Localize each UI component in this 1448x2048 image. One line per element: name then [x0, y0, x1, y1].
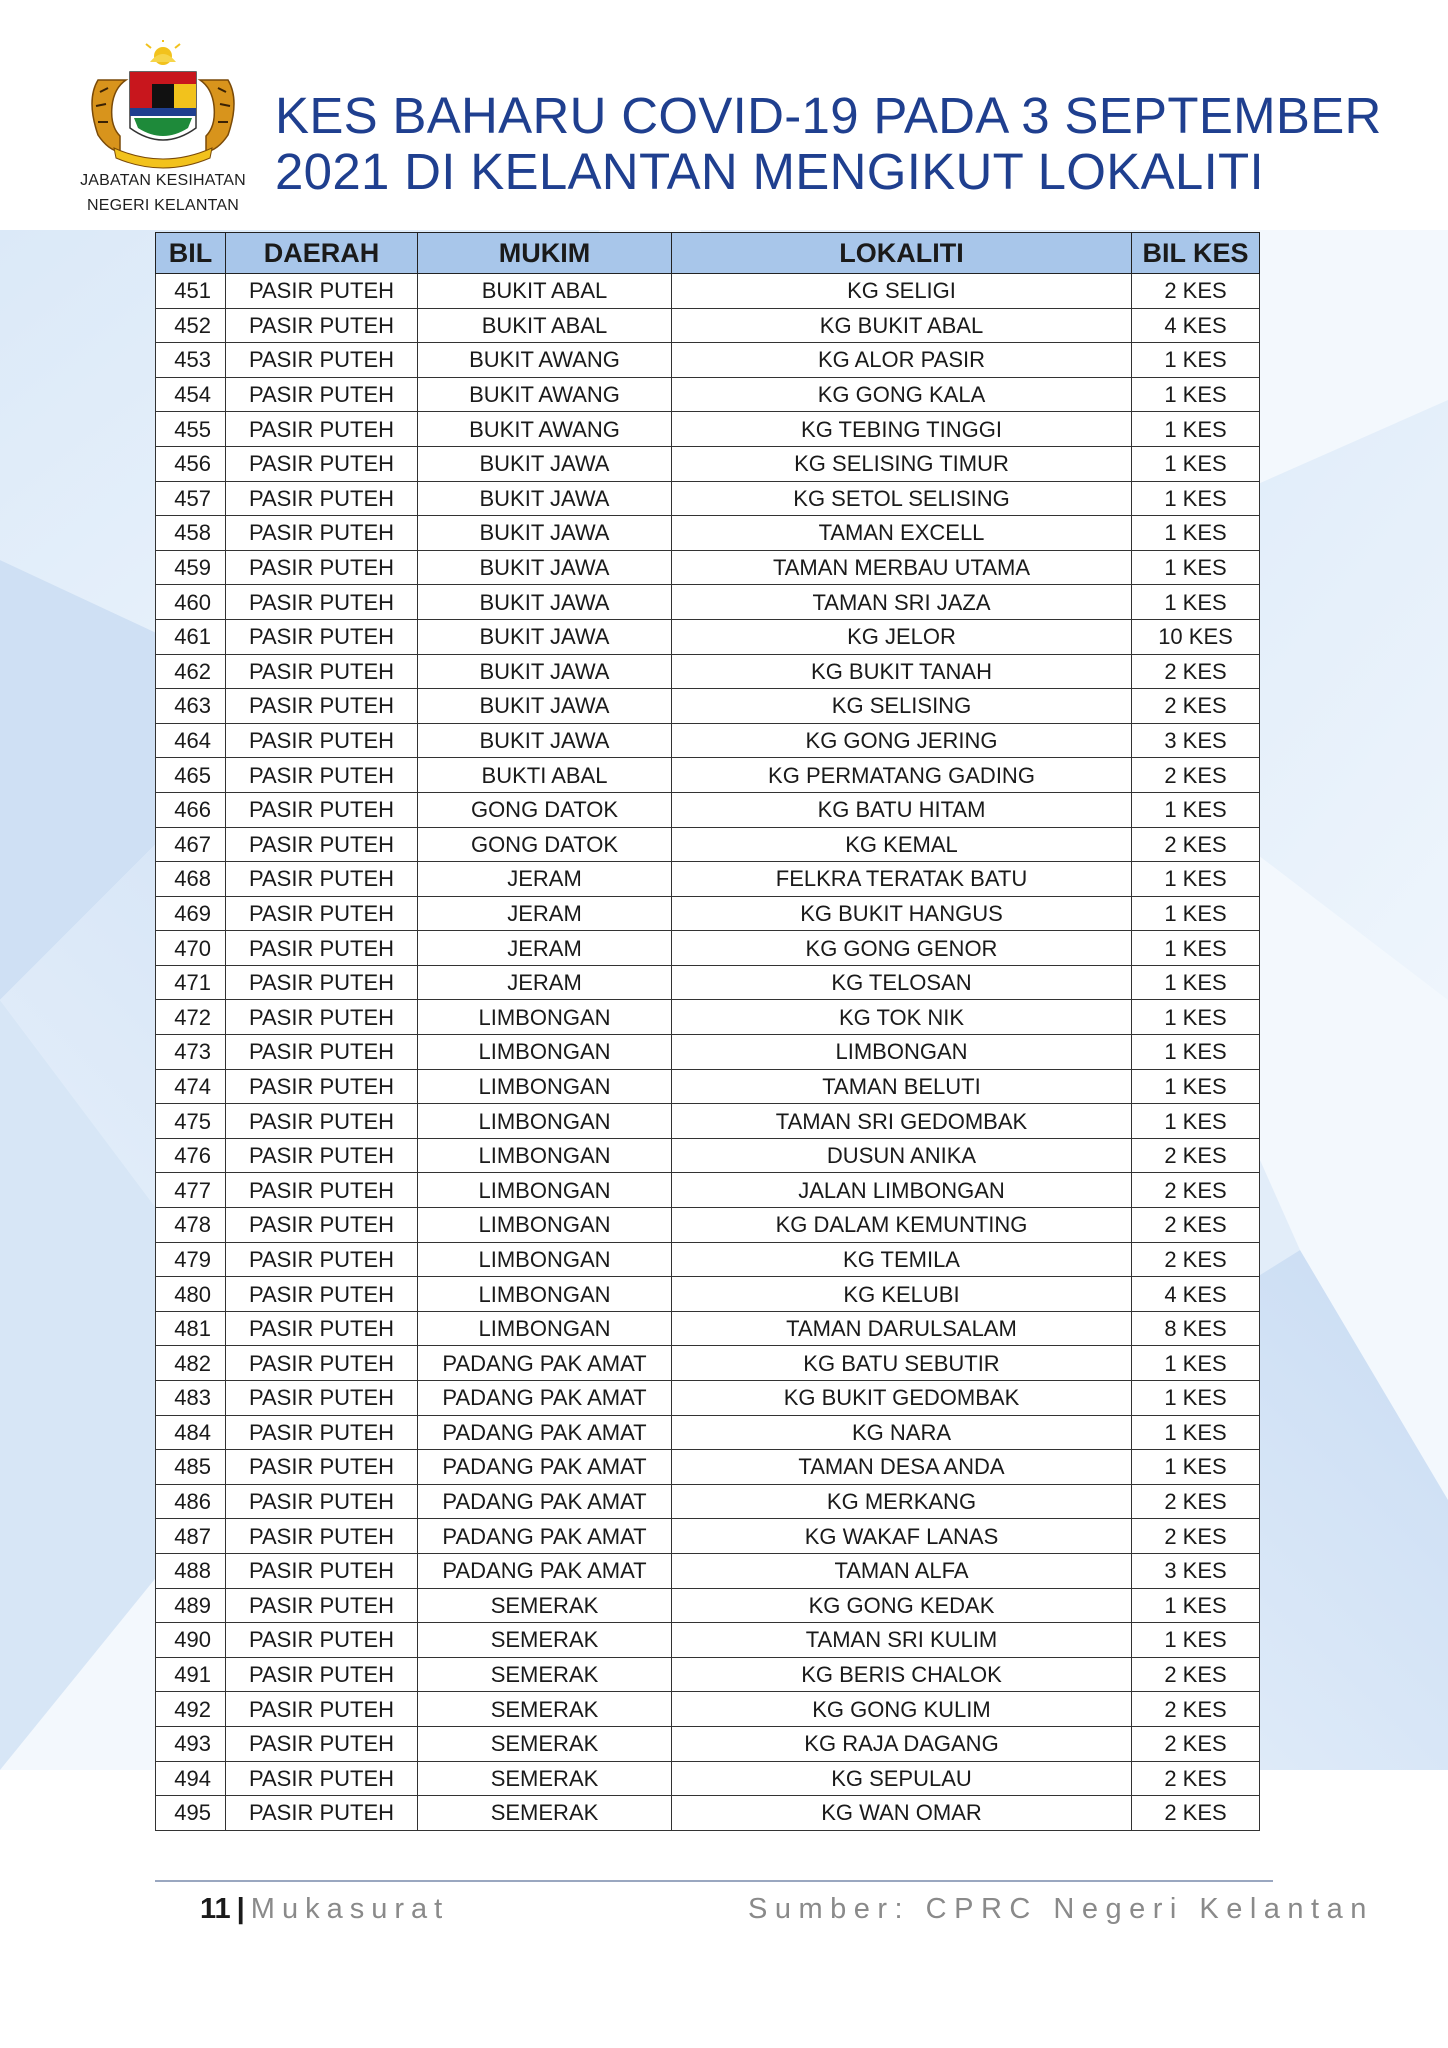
- cell-daerah: PASIR PUTEH: [226, 1796, 418, 1831]
- cell-bil-kes: 1 KES: [1132, 377, 1260, 412]
- cell-daerah: PASIR PUTEH: [226, 1519, 418, 1554]
- table-row: [156, 377, 1260, 412]
- cell-daerah: PASIR PUTEH: [226, 1346, 418, 1381]
- cell-bil-kes: 1 KES: [1132, 585, 1260, 620]
- cell-bil: 458: [156, 516, 226, 551]
- cell-lokaliti: TAMAN MERBAU UTAMA: [672, 550, 1132, 585]
- cell-bil-kes: 1 KES: [1132, 1104, 1260, 1139]
- cell-bil: 479: [156, 1242, 226, 1277]
- column-header-bil: BIL: [156, 233, 226, 274]
- cell-bil: 463: [156, 689, 226, 724]
- table-row: [156, 1588, 1260, 1623]
- table-row: [156, 931, 1260, 966]
- cell-bil: 473: [156, 1035, 226, 1070]
- cell-mukim: SEMERAK: [418, 1657, 672, 1692]
- table-row: [156, 1035, 1260, 1070]
- cell-daerah: PASIR PUTEH: [226, 965, 418, 1000]
- table-row: [156, 585, 1260, 620]
- cell-bil: 468: [156, 862, 226, 897]
- table-row: [156, 343, 1260, 378]
- cell-bil: 464: [156, 723, 226, 758]
- cell-daerah: PASIR PUTEH: [226, 274, 418, 309]
- table-row: [156, 689, 1260, 724]
- cell-bil: 470: [156, 931, 226, 966]
- table-row: [156, 619, 1260, 654]
- cell-lokaliti: TAMAN SRI KULIM: [672, 1623, 1132, 1658]
- cell-daerah: PASIR PUTEH: [226, 896, 418, 931]
- cell-bil: 489: [156, 1588, 226, 1623]
- table-row: [156, 1346, 1260, 1381]
- cell-mukim: BUKIT JAWA: [418, 481, 672, 516]
- cell-bil: 486: [156, 1484, 226, 1519]
- cell-daerah: PASIR PUTEH: [226, 931, 418, 966]
- cell-lokaliti: KG ALOR PASIR: [672, 343, 1132, 378]
- table-row: [156, 1000, 1260, 1035]
- column-header-lokaliti: LOKALITI: [672, 233, 1132, 274]
- cell-bil: 477: [156, 1173, 226, 1208]
- cell-bil: 457: [156, 481, 226, 516]
- cell-bil: 472: [156, 1000, 226, 1035]
- cell-mukim: LIMBONGAN: [418, 1173, 672, 1208]
- cell-mukim: PADANG PAK AMAT: [418, 1346, 672, 1381]
- cell-mukim: SEMERAK: [418, 1761, 672, 1796]
- cell-daerah: PASIR PUTEH: [226, 1726, 418, 1761]
- table-row: [156, 1761, 1260, 1796]
- table-row: [156, 446, 1260, 481]
- cell-lokaliti: KG GONG GENOR: [672, 931, 1132, 966]
- cell-mukim: LIMBONGAN: [418, 1000, 672, 1035]
- cell-bil: 487: [156, 1519, 226, 1554]
- cell-lokaliti: TAMAN SRI JAZA: [672, 585, 1132, 620]
- cell-lokaliti: TAMAN DARULSALAM: [672, 1311, 1132, 1346]
- cell-daerah: PASIR PUTEH: [226, 343, 418, 378]
- cell-lokaliti: KG WAN OMAR: [672, 1796, 1132, 1831]
- cell-bil: 471: [156, 965, 226, 1000]
- cell-daerah: PASIR PUTEH: [226, 1311, 418, 1346]
- table-body: [156, 274, 1260, 1831]
- page-title-line1: KES BAHARU COVID-19 PADA 3 SEPTEMBER: [275, 87, 1382, 144]
- column-header-bil-kes: BIL KES: [1132, 233, 1260, 274]
- cell-lokaliti: KG SELIGI: [672, 274, 1132, 309]
- cell-mukim: LIMBONGAN: [418, 1277, 672, 1312]
- table-row: [156, 1069, 1260, 1104]
- cell-bil: 490: [156, 1623, 226, 1658]
- column-header-daerah: DAERAH: [226, 233, 418, 274]
- cell-bil: 483: [156, 1381, 226, 1416]
- cell-daerah: PASIR PUTEH: [226, 1242, 418, 1277]
- cell-lokaliti: KG MERKANG: [672, 1484, 1132, 1519]
- table-row: [156, 1657, 1260, 1692]
- table-row: [156, 862, 1260, 897]
- cell-bil-kes: 1 KES: [1132, 481, 1260, 516]
- cell-daerah: PASIR PUTEH: [226, 1000, 418, 1035]
- cell-lokaliti: KG BERIS CHALOK: [672, 1657, 1132, 1692]
- cell-bil-kes: 2 KES: [1132, 1484, 1260, 1519]
- cell-bil-kes: 2 KES: [1132, 1208, 1260, 1243]
- cell-bil-kes: 2 KES: [1132, 1657, 1260, 1692]
- table-row: [156, 1138, 1260, 1173]
- table-row: [156, 723, 1260, 758]
- cell-bil-kes: 1 KES: [1132, 516, 1260, 551]
- footer-page-label: [200, 1893, 449, 1926]
- cell-mukim: BUKIT JAWA: [418, 585, 672, 620]
- cell-lokaliti: KG GONG KULIM: [672, 1692, 1132, 1727]
- cell-bil-kes: 1 KES: [1132, 862, 1260, 897]
- cell-lokaliti: KG DALAM KEMUNTING: [672, 1208, 1132, 1243]
- cell-daerah: PASIR PUTEH: [226, 1484, 418, 1519]
- cell-lokaliti: KG GONG KALA: [672, 377, 1132, 412]
- cell-bil: 453: [156, 343, 226, 378]
- cell-bil: 482: [156, 1346, 226, 1381]
- cell-daerah: PASIR PUTEH: [226, 1657, 418, 1692]
- table-row: [156, 1450, 1260, 1485]
- cell-mukim: JERAM: [418, 896, 672, 931]
- cell-lokaliti: KG JELOR: [672, 619, 1132, 654]
- cell-bil-kes: 3 KES: [1132, 723, 1260, 758]
- cell-mukim: BUKIT ABAL: [418, 274, 672, 309]
- cell-bil: 494: [156, 1761, 226, 1796]
- cell-bil-kes: 8 KES: [1132, 1311, 1260, 1346]
- cell-mukim: SEMERAK: [418, 1796, 672, 1831]
- cell-mukim: BUKIT JAWA: [418, 619, 672, 654]
- cell-mukim: PADANG PAK AMAT: [418, 1553, 672, 1588]
- cell-lokaliti: TAMAN ALFA: [672, 1553, 1132, 1588]
- cell-lokaliti: KG PERMATANG GADING: [672, 758, 1132, 793]
- cell-daerah: PASIR PUTEH: [226, 1277, 418, 1312]
- table-row: [156, 827, 1260, 862]
- table-row: [156, 1692, 1260, 1727]
- cell-bil: 480: [156, 1277, 226, 1312]
- cell-mukim: BUKIT AWANG: [418, 343, 672, 378]
- cell-lokaliti: KG SELISING TIMUR: [672, 446, 1132, 481]
- table-row: [156, 1796, 1260, 1831]
- cell-bil-kes: 1 KES: [1132, 1035, 1260, 1070]
- cell-lokaliti: KG WAKAF LANAS: [672, 1519, 1132, 1554]
- cell-mukim: PADANG PAK AMAT: [418, 1381, 672, 1416]
- footer-divider: [155, 1880, 1273, 1882]
- cell-bil: 454: [156, 377, 226, 412]
- cell-bil-kes: 1 KES: [1132, 1000, 1260, 1035]
- cell-bil: 462: [156, 654, 226, 689]
- cell-mukim: GONG DATOK: [418, 792, 672, 827]
- cell-bil-kes: 2 KES: [1132, 1726, 1260, 1761]
- table-row: [156, 1381, 1260, 1416]
- table-row: [156, 654, 1260, 689]
- cell-bil-kes: 1 KES: [1132, 446, 1260, 481]
- table-row: [156, 1553, 1260, 1588]
- cell-lokaliti: KG BUKIT GEDOMBAK: [672, 1381, 1132, 1416]
- cell-daerah: PASIR PUTEH: [226, 481, 418, 516]
- column-header-mukim: MUKIM: [418, 233, 672, 274]
- cell-mukim: JERAM: [418, 862, 672, 897]
- cell-lokaliti: KG GONG KEDAK: [672, 1588, 1132, 1623]
- cell-bil-kes: 3 KES: [1132, 1553, 1260, 1588]
- cell-daerah: PASIR PUTEH: [226, 1553, 418, 1588]
- cell-lokaliti: TAMAN DESA ANDA: [672, 1450, 1132, 1485]
- cell-mukim: SEMERAK: [418, 1623, 672, 1658]
- cell-bil-kes: 2 KES: [1132, 827, 1260, 862]
- cell-bil: 461: [156, 619, 226, 654]
- cell-lokaliti: KG BATU SEBUTIR: [672, 1346, 1132, 1381]
- cases-table: [155, 232, 1260, 1831]
- cell-bil: 484: [156, 1415, 226, 1450]
- cell-bil-kes: 2 KES: [1132, 758, 1260, 793]
- cell-mukim: BUKIT AWANG: [418, 412, 672, 447]
- cell-bil-kes: 2 KES: [1132, 274, 1260, 309]
- cell-bil: 492: [156, 1692, 226, 1727]
- cell-bil: 478: [156, 1208, 226, 1243]
- cell-daerah: PASIR PUTEH: [226, 1415, 418, 1450]
- cell-daerah: PASIR PUTEH: [226, 1138, 418, 1173]
- page-word: Mukasurat: [250, 1893, 450, 1925]
- cell-daerah: PASIR PUTEH: [226, 792, 418, 827]
- coat-of-arms-logo: [78, 40, 248, 170]
- table-row: [156, 1277, 1260, 1312]
- cell-lokaliti: DUSUN ANIKA: [672, 1138, 1132, 1173]
- footer-separator: |: [236, 1893, 245, 1925]
- cell-bil: 455: [156, 412, 226, 447]
- table-row: [156, 758, 1260, 793]
- cell-lokaliti: LIMBONGAN: [672, 1035, 1132, 1070]
- cell-lokaliti: KG SEPULAU: [672, 1761, 1132, 1796]
- cell-bil-kes: 2 KES: [1132, 1761, 1260, 1796]
- cell-bil-kes: 1 KES: [1132, 1450, 1260, 1485]
- cell-lokaliti: KG KELUBI: [672, 1277, 1132, 1312]
- footer-source: Sumber: CPRC Negeri Kelantan: [748, 1893, 1374, 1925]
- cell-bil: 452: [156, 308, 226, 343]
- cell-bil: 465: [156, 758, 226, 793]
- cell-mukim: BUKIT ABAL: [418, 308, 672, 343]
- cell-bil: 476: [156, 1138, 226, 1173]
- table-row: [156, 412, 1260, 447]
- cell-bil-kes: 1 KES: [1132, 931, 1260, 966]
- cell-bil: 488: [156, 1553, 226, 1588]
- table-row: [156, 1519, 1260, 1554]
- table-row: [156, 1208, 1260, 1243]
- cell-bil-kes: 2 KES: [1132, 689, 1260, 724]
- cell-daerah: PASIR PUTEH: [226, 585, 418, 620]
- cell-daerah: PASIR PUTEH: [226, 862, 418, 897]
- table-row: [156, 550, 1260, 585]
- cell-daerah: PASIR PUTEH: [226, 1623, 418, 1658]
- table-row: [156, 1173, 1260, 1208]
- cell-daerah: PASIR PUTEH: [226, 1035, 418, 1070]
- cell-mukim: LIMBONGAN: [418, 1208, 672, 1243]
- cell-bil: 493: [156, 1726, 226, 1761]
- cell-daerah: PASIR PUTEH: [226, 827, 418, 862]
- table-row: [156, 308, 1260, 343]
- cell-mukim: LIMBONGAN: [418, 1104, 672, 1139]
- table-row: [156, 481, 1260, 516]
- cell-bil: 466: [156, 792, 226, 827]
- cell-lokaliti: KG SELISING: [672, 689, 1132, 724]
- cell-bil-kes: 2 KES: [1132, 1692, 1260, 1727]
- cell-bil-kes: 2 KES: [1132, 1138, 1260, 1173]
- cell-daerah: PASIR PUTEH: [226, 377, 418, 412]
- cell-mukim: BUKIT AWANG: [418, 377, 672, 412]
- cell-lokaliti: TAMAN SRI GEDOMBAK: [672, 1104, 1132, 1139]
- cell-lokaliti: TAMAN EXCELL: [672, 516, 1132, 551]
- table-row: [156, 1623, 1260, 1658]
- cell-bil: 456: [156, 446, 226, 481]
- cell-daerah: PASIR PUTEH: [226, 550, 418, 585]
- table-row: [156, 1484, 1260, 1519]
- table-row: [156, 1726, 1260, 1761]
- cell-bil: 495: [156, 1796, 226, 1831]
- cell-daerah: PASIR PUTEH: [226, 1588, 418, 1623]
- cell-bil: 481: [156, 1311, 226, 1346]
- cell-mukim: SEMERAK: [418, 1588, 672, 1623]
- cell-daerah: PASIR PUTEH: [226, 1069, 418, 1104]
- cell-bil: 485: [156, 1450, 226, 1485]
- cell-daerah: PASIR PUTEH: [226, 758, 418, 793]
- cell-mukim: BUKIT JAWA: [418, 550, 672, 585]
- cell-mukim: LIMBONGAN: [418, 1069, 672, 1104]
- cell-mukim: BUKIT JAWA: [418, 446, 672, 481]
- cell-mukim: SEMERAK: [418, 1692, 672, 1727]
- table-row: [156, 516, 1260, 551]
- cell-daerah: PASIR PUTEH: [226, 308, 418, 343]
- cell-bil-kes: 1 KES: [1132, 1346, 1260, 1381]
- cell-daerah: PASIR PUTEH: [226, 446, 418, 481]
- table-row: [156, 1311, 1260, 1346]
- cell-daerah: PASIR PUTEH: [226, 1450, 418, 1485]
- page-number: 11: [200, 1893, 231, 1925]
- cell-bil-kes: 4 KES: [1132, 308, 1260, 343]
- cell-lokaliti: KG BUKIT ABAL: [672, 308, 1132, 343]
- cell-bil: 474: [156, 1069, 226, 1104]
- cell-bil: 460: [156, 585, 226, 620]
- cell-mukim: BUKTI ABAL: [418, 758, 672, 793]
- cell-daerah: PASIR PUTEH: [226, 689, 418, 724]
- table-row: [156, 1242, 1260, 1277]
- cell-mukim: BUKIT JAWA: [418, 516, 672, 551]
- cell-bil: 451: [156, 274, 226, 309]
- cell-bil-kes: 1 KES: [1132, 1415, 1260, 1450]
- cell-mukim: PADANG PAK AMAT: [418, 1519, 672, 1554]
- cell-mukim: PADANG PAK AMAT: [418, 1450, 672, 1485]
- cell-bil-kes: 1 KES: [1132, 1381, 1260, 1416]
- cell-mukim: LIMBONGAN: [418, 1242, 672, 1277]
- cell-daerah: PASIR PUTEH: [226, 1208, 418, 1243]
- cell-bil-kes: 2 KES: [1132, 1519, 1260, 1554]
- cell-mukim: SEMERAK: [418, 1726, 672, 1761]
- cell-daerah: PASIR PUTEH: [226, 516, 418, 551]
- cell-mukim: GONG DATOK: [418, 827, 672, 862]
- cell-daerah: PASIR PUTEH: [226, 412, 418, 447]
- cell-daerah: PASIR PUTEH: [226, 1761, 418, 1796]
- cell-lokaliti: KG SETOL SELISING: [672, 481, 1132, 516]
- cell-lokaliti: KG TEMILA: [672, 1242, 1132, 1277]
- cell-mukim: LIMBONGAN: [418, 1035, 672, 1070]
- cell-mukim: LIMBONGAN: [418, 1311, 672, 1346]
- cell-lokaliti: KG TEBING TINGGI: [672, 412, 1132, 447]
- cell-bil-kes: 1 KES: [1132, 412, 1260, 447]
- cell-lokaliti: TAMAN BELUTI: [672, 1069, 1132, 1104]
- cell-lokaliti: KG TELOSAN: [672, 965, 1132, 1000]
- cell-bil-kes: 1 KES: [1132, 1588, 1260, 1623]
- cell-lokaliti: KG BATU HITAM: [672, 792, 1132, 827]
- cell-mukim: JERAM: [418, 931, 672, 966]
- cell-bil-kes: 1 KES: [1132, 1623, 1260, 1658]
- cell-mukim: PADANG PAK AMAT: [418, 1484, 672, 1519]
- cell-bil-kes: 2 KES: [1132, 1173, 1260, 1208]
- page-title: [275, 88, 1415, 200]
- cell-bil-kes: 4 KES: [1132, 1277, 1260, 1312]
- table-row: [156, 1104, 1260, 1139]
- table-row: [156, 896, 1260, 931]
- cell-bil-kes: 1 KES: [1132, 1069, 1260, 1104]
- table-row: [156, 965, 1260, 1000]
- cell-bil-kes: 2 KES: [1132, 1796, 1260, 1831]
- cell-bil-kes: 10 KES: [1132, 619, 1260, 654]
- table-header-row: [156, 233, 1260, 274]
- cell-lokaliti: KG RAJA DAGANG: [672, 1726, 1132, 1761]
- cell-daerah: PASIR PUTEH: [226, 654, 418, 689]
- org-name: [50, 168, 276, 218]
- org-name-line2: NEGERI KELANTAN: [86, 197, 240, 214]
- cell-lokaliti: KG TOK NIK: [672, 1000, 1132, 1035]
- cell-bil-kes: 1 KES: [1132, 896, 1260, 931]
- cell-bil-kes: 1 KES: [1132, 965, 1260, 1000]
- cell-bil: 475: [156, 1104, 226, 1139]
- cell-bil-kes: 1 KES: [1132, 343, 1260, 378]
- table-row: [156, 274, 1260, 309]
- cell-bil: 467: [156, 827, 226, 862]
- cell-mukim: JERAM: [418, 965, 672, 1000]
- cell-mukim: BUKIT JAWA: [418, 723, 672, 758]
- cell-lokaliti: KG GONG JERING: [672, 723, 1132, 758]
- cell-lokaliti: KG NARA: [672, 1415, 1132, 1450]
- cell-bil-kes: 2 KES: [1132, 1242, 1260, 1277]
- cell-lokaliti: KG BUKIT TANAH: [672, 654, 1132, 689]
- table-row: [156, 792, 1260, 827]
- cell-bil: 459: [156, 550, 226, 585]
- cell-daerah: PASIR PUTEH: [226, 723, 418, 758]
- cell-daerah: PASIR PUTEH: [226, 1692, 418, 1727]
- cell-mukim: BUKIT JAWA: [418, 689, 672, 724]
- page-title-line2: 2021 DI KELANTAN MENGIKUT LOKALITI: [275, 143, 1264, 200]
- cell-lokaliti: FELKRA TERATAK BATU: [672, 862, 1132, 897]
- cell-lokaliti: JALAN LIMBONGAN: [672, 1173, 1132, 1208]
- table-row: [156, 1415, 1260, 1450]
- org-name-line1: JABATAN KESIHATAN: [80, 172, 246, 189]
- cell-lokaliti: KG KEMAL: [672, 827, 1132, 862]
- cell-bil-kes: 1 KES: [1132, 792, 1260, 827]
- cell-daerah: PASIR PUTEH: [226, 1173, 418, 1208]
- cell-mukim: LIMBONGAN: [418, 1138, 672, 1173]
- cell-lokaliti: KG BUKIT HANGUS: [672, 896, 1132, 931]
- cell-daerah: PASIR PUTEH: [226, 1104, 418, 1139]
- cell-daerah: PASIR PUTEH: [226, 1381, 418, 1416]
- cell-bil: 491: [156, 1657, 226, 1692]
- cell-bil: 469: [156, 896, 226, 931]
- cell-mukim: PADANG PAK AMAT: [418, 1415, 672, 1450]
- cell-bil-kes: 1 KES: [1132, 550, 1260, 585]
- cell-mukim: BUKIT JAWA: [418, 654, 672, 689]
- cell-daerah: PASIR PUTEH: [226, 619, 418, 654]
- cell-bil-kes: 2 KES: [1132, 654, 1260, 689]
